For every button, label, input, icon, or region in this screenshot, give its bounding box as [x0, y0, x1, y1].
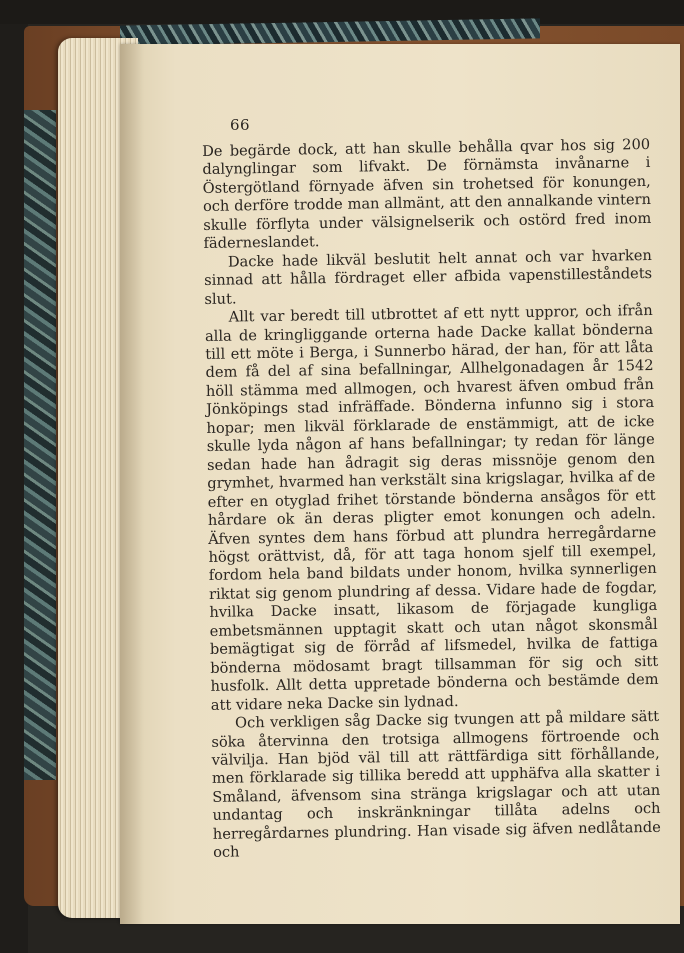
- marbled-endpaper: [24, 110, 56, 780]
- paragraph: Dacke hade likväl beslutit helt annat och var hvarken sinnad att hålla fördraget eller afbida vapenstilleståndets slut.: [204, 246, 653, 308]
- scanner-background-top: [0, 0, 684, 24]
- page-number: 66: [230, 116, 251, 134]
- paragraph: De begärde dock, att han skulle behålla qvar hos sig 200 dalynglingar som lifvakt. De förnämsta invånarne i Östergötland förnyade äfven sin trohetsed för konungen, och derföre trodde man allmänt, att den annalkande vintern skulle förflyta under välsignelserik och ostörd fred inom fäderneslandet.: [202, 135, 652, 253]
- paragraph: Allt var beredt till utbrottet af ett nytt uppror, och ifrån alla de kringliggande orterna hade Dacke kallat bönderna till ett möte i Berga, i Sunnerbo härad, der han, för att låta dem få del af sina befallningar, Allhelgonadagen år 1542 höll stämma med allmogen, och hvarest äfven ombud från Jönköpings stad infräffade. Bönderna infunno sig i stora hopar; men likväl förklarade de enstämmigt, att de icke skulle lyda någon af hans befallningar; ty redan för länge sedan hade han ådragit sig deras missnöje genom den grymhet, hvarmed han verkstält sina krigslagar, hvilka af de efter en otyglad frihet törstande bönderna ansågos för ett hårdare ok än deras pligter emot konungen och adeln. Äfven syntes dem hans förbud att plundra herregårdarne högst orättvist, då, för att taga honom sjelf till exempel, fordom hela band bildats under honom, hvilka synnerligen riktat sig genom plundring af dessa. Vidare hade de fogdar, hvilka Dacke insatt, likasom de förjagade kungliga embetsmännen upptagit skatt och utan något skonsmål bemägtigat sig de förråd af lifsmedel, hvilka de fattiga bönderna mödosamt bragt tillsamman för sig och sitt husfolk. Allt detta uppretade bönderna och bestämde dem att vidare neka Dacke sin lydnad.: [204, 302, 659, 714]
- body-text: [202, 136, 661, 863]
- paragraph: Och verkligen såg Dacke sig tvungen att på mildare sätt söka återvinna den trotsiga allmogens förtroende och välvilja. Han bjöd väl till att rättfärdiga sitt förhållande, men förklarade sig tillika beredd att upphäfva alla skatter i Småland, äfvensom sina stränga krigslagar och att utan undantag och inskränkningar tillåta adelns och herregårdarnes plundring. Han visade sig äfven nedlåtande och: [211, 707, 661, 862]
- gutter-shadow: [120, 44, 144, 924]
